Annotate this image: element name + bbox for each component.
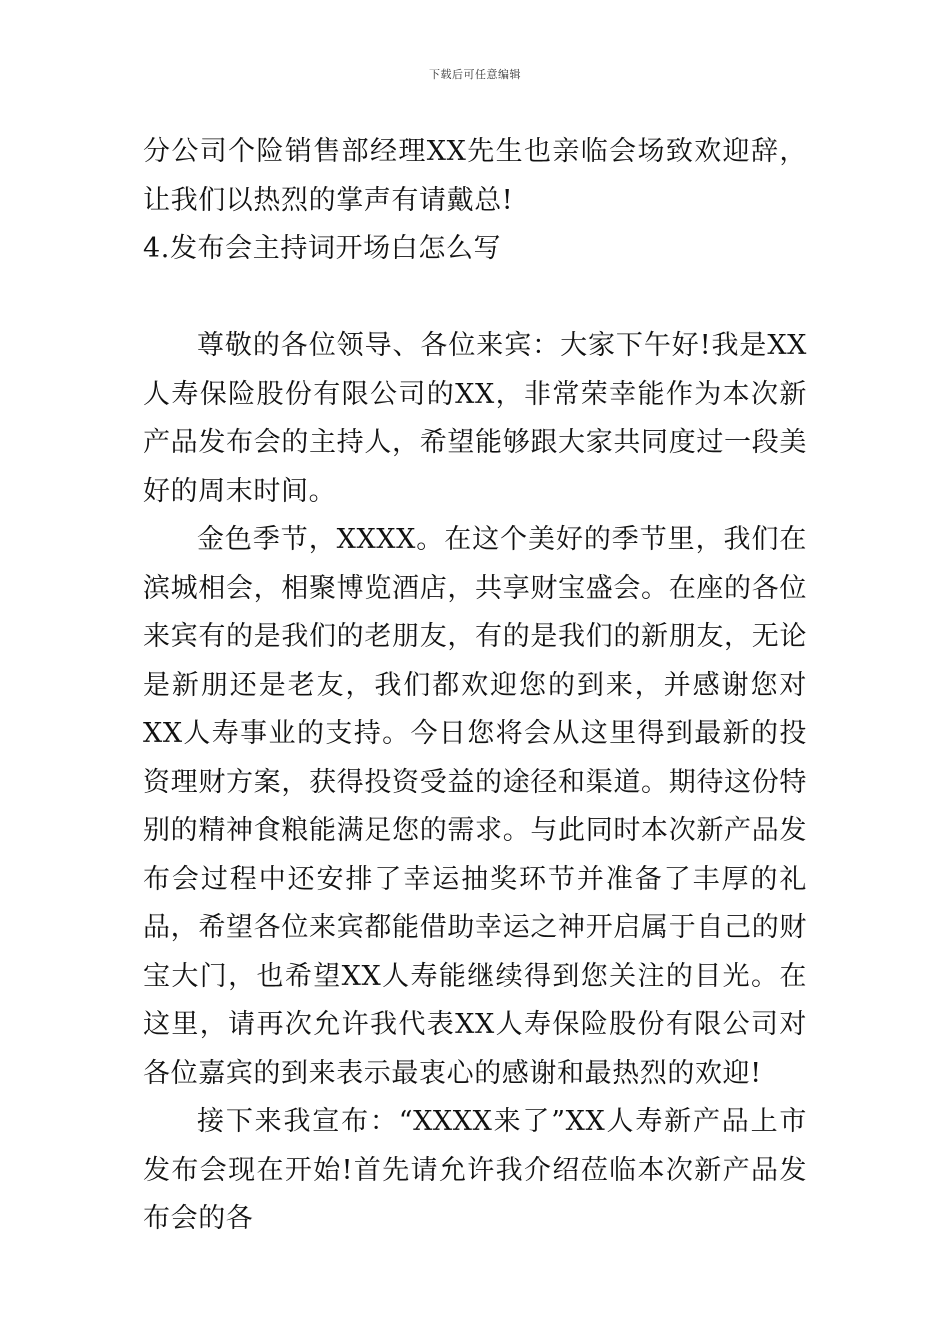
document-body [143,128,807,1244]
paragraph-announcement: 接下来我宣布：“XXXX来了”XX人寿新产品上市发布会现在开始!首先请允许我介绍莅临本次新产品发布会的各 [143,1106,807,1234]
page-header-note: 下载后可任意编辑 [429,68,521,81]
paragraph-welcome: 金色季节，XXXX。在这个美好的季节里，我们在滨城相会，相聚博览酒店，共享财宝盛会。在座的各位来宾有的是我们的老朋友，有的是我们的新朋友，无论是新朋还是老友，我们都欢迎您的到来，并感谢您对XX人寿事业的支持。今日您将会从这里得到最新的投资理财方案，获得投资受益的途径和渠道。期待这份特别的精神食粮能满足您的需求。与此同时本次新产品发布会过程中还安排了幸运抽奖环节并准备了丰厚的礼品，希望各位来宾都能借助幸运之神开启属于自己的财宝大门，也希望XX人寿能继续得到您关注的目光。在这里，请再次允许我代表XX人寿保险股份有限公司对各位嘉宾的到来表示最衷心的感谢和最热烈的欢迎! [143,524,807,1089]
section-heading: 4.发布会主持词开场白怎么写 [143,233,502,264]
paragraph-intro: 分公司个险销售部经理XX先生也亲临会场致欢迎辞，让我们以热烈的掌声有请戴总! [143,136,807,216]
paragraph-greeting: 尊敬的各位领导、各位来宾：大家下午好!我是XX人寿保险股份有限公司的XX，非常荣幸能作为本次新产品发布会的主持人，希望能够跟大家共同度过一段美好的周末时间。 [143,330,807,507]
